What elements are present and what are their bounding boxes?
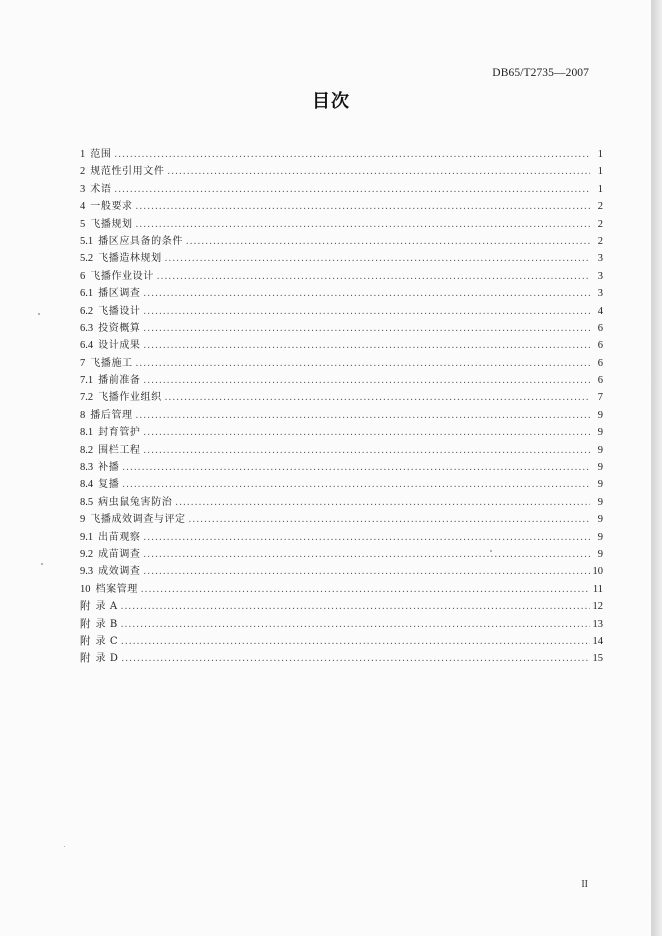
toc-entry-number: 7 xyxy=(80,357,86,369)
toc-entry[interactable] xyxy=(80,285,603,302)
toc-entry[interactable] xyxy=(80,163,603,180)
toc-entry-title: 补播 xyxy=(98,462,120,474)
toc-entry[interactable] xyxy=(80,337,603,354)
toc-entry-title: 设计成果 xyxy=(98,340,141,352)
toc-dot-leader xyxy=(186,233,590,250)
toc-entry-number: 8.3 xyxy=(80,462,94,474)
toc-dot-leader xyxy=(114,181,590,198)
scan-edge xyxy=(652,0,662,936)
toc-entry[interactable] xyxy=(80,616,603,633)
toc-dot-leader xyxy=(136,198,590,215)
toc-entry-title: 成效调查 xyxy=(98,566,141,578)
toc-entry-title: 病虫鼠兔害防治 xyxy=(98,496,173,508)
toc-entry-title: 录 C xyxy=(95,635,119,647)
toc-entry-title: 录 A xyxy=(95,601,118,613)
toc-entry-number: 2 xyxy=(80,166,86,178)
toc-entry[interactable] xyxy=(80,233,603,250)
toc-entry-title: 飞播成效调查与评定 xyxy=(90,514,186,526)
toc-entry-number: 附 xyxy=(80,618,91,630)
toc-dot-leader xyxy=(144,372,590,389)
toc-entry-page: 12 xyxy=(592,601,603,613)
toc-entry-page: 3 xyxy=(597,253,603,265)
toc-entry[interactable] xyxy=(80,529,603,546)
toc-entry-page: 13 xyxy=(592,618,603,630)
toc-entry-page: 9 xyxy=(597,514,603,526)
table-of-contents xyxy=(80,146,603,668)
toc-entry-title: 播区应具备的条件 xyxy=(98,235,183,247)
toc-dot-leader xyxy=(114,146,590,163)
toc-entry-page: 10 xyxy=(592,566,603,578)
scan-speck xyxy=(490,550,492,552)
toc-dot-leader xyxy=(121,598,590,615)
toc-entry-title: 规范性引用文件 xyxy=(90,166,165,178)
toc-entry-page: 2 xyxy=(597,218,603,230)
toc-entry-page: 9 xyxy=(597,444,603,456)
toc-entry-number: 8.5 xyxy=(80,496,94,508)
toc-entry-number: 9.2 xyxy=(80,548,94,560)
toc-dot-leader xyxy=(121,616,590,633)
toc-entry-title: 档案管理 xyxy=(95,583,138,595)
toc-dot-leader xyxy=(122,459,590,476)
toc-entry-number: 5.2 xyxy=(80,253,94,265)
toc-entry-number: 附 xyxy=(80,635,91,647)
toc-entry-title: 一般要求 xyxy=(90,201,133,213)
toc-entry[interactable] xyxy=(80,598,603,615)
toc-entry-page: 2 xyxy=(597,235,603,247)
toc-entry-number: 9.3 xyxy=(80,566,94,578)
toc-entry-number: 8.1 xyxy=(80,427,94,439)
toc-entry[interactable] xyxy=(80,494,603,511)
toc-dot-leader xyxy=(122,650,590,667)
toc-entry-page: 1 xyxy=(597,183,603,195)
toc-dot-leader xyxy=(122,476,590,493)
toc-dot-leader xyxy=(136,355,590,372)
toc-entry-page: 6 xyxy=(597,340,603,352)
toc-entry-number: 5.1 xyxy=(80,235,94,247)
toc-entry-page: 15 xyxy=(592,653,603,665)
toc-entry-page: 9 xyxy=(597,427,603,439)
toc-entry-number: 附 xyxy=(80,653,91,665)
toc-entry-number: 10 xyxy=(80,583,91,595)
toc-entry[interactable] xyxy=(80,198,603,215)
toc-dot-leader xyxy=(144,546,590,563)
toc-entry-number: 6.1 xyxy=(80,288,94,300)
toc-dot-leader xyxy=(165,389,590,406)
toc-entry[interactable] xyxy=(80,181,603,198)
toc-dot-leader xyxy=(144,320,590,337)
toc-entry-page: 9 xyxy=(597,479,603,491)
toc-dot-leader xyxy=(141,581,590,598)
toc-entry-page: 1 xyxy=(597,149,603,160)
toc-entry-page: 2 xyxy=(597,201,603,213)
toc-dot-leader xyxy=(144,424,590,441)
toc-entry[interactable] xyxy=(80,546,603,563)
toc-entry-number: 6.3 xyxy=(80,322,94,334)
toc-entry-number: 8.4 xyxy=(80,479,94,491)
toc-entry-number: 5 xyxy=(80,218,86,230)
toc-entry-page: 14 xyxy=(592,635,603,647)
toc-entry-title: 术语 xyxy=(90,183,112,195)
toc-entry[interactable] xyxy=(80,581,603,598)
toc-entry-title: 围栏工程 xyxy=(98,444,141,456)
toc-entry[interactable] xyxy=(80,633,603,650)
toc-entry-page: 6 xyxy=(597,357,603,369)
toc-entry-page: 6 xyxy=(597,322,603,334)
toc-entry-number: 9.1 xyxy=(80,531,94,543)
toc-entry[interactable] xyxy=(80,216,603,233)
toc-dot-leader xyxy=(144,529,590,546)
toc-dot-leader xyxy=(144,442,590,459)
toc-entry-page: 9 xyxy=(597,462,603,474)
toc-entry-title: 复播 xyxy=(98,479,120,491)
toc-entry-number: 1 xyxy=(80,149,86,160)
toc-entry-title: 范围 xyxy=(90,149,112,160)
toc-entry-title: 出苗观察 xyxy=(98,531,141,543)
toc-entry-title: 封育管护 xyxy=(98,427,141,439)
toc-entry-page: 9 xyxy=(597,548,603,560)
toc-entry-title: 飞播作业设计 xyxy=(90,270,154,282)
scan-speck xyxy=(64,846,65,847)
toc-dot-leader xyxy=(144,563,590,580)
toc-entry-page: 3 xyxy=(597,288,603,300)
toc-entry-title: 录 B xyxy=(95,618,118,630)
scan-speck xyxy=(38,313,40,315)
toc-entry-page: 6 xyxy=(597,375,603,387)
toc-entry-title: 录 D xyxy=(95,653,119,665)
toc-entry-number: 6.2 xyxy=(80,305,94,317)
toc-entry-title: 播后管理 xyxy=(90,409,133,421)
toc-entry[interactable] xyxy=(80,372,603,389)
toc-entry-page: 11 xyxy=(592,583,603,595)
toc-entry[interactable] xyxy=(80,442,603,459)
toc-entry[interactable] xyxy=(80,303,603,320)
toc-entry[interactable] xyxy=(80,355,603,372)
toc-entry-page: 9 xyxy=(597,496,603,508)
toc-dot-leader xyxy=(144,303,590,320)
toc-entry-page: 9 xyxy=(597,409,603,421)
toc-entry-page: 4 xyxy=(597,305,603,317)
toc-entry-number: 附 xyxy=(80,601,91,613)
toc-entry[interactable] xyxy=(80,268,603,285)
toc-entry[interactable] xyxy=(80,407,603,424)
toc-entry-number: 4 xyxy=(80,201,86,213)
toc-dot-leader xyxy=(144,285,590,302)
toc-entry-number: 8.2 xyxy=(80,444,94,456)
toc-entry-title: 成苗调查 xyxy=(98,548,141,560)
toc-entry-title: 飞播造林规划 xyxy=(98,253,162,265)
toc-entry[interactable] xyxy=(80,563,603,580)
toc-dot-leader xyxy=(136,407,590,424)
toc-entry-page: 1 xyxy=(597,166,603,178)
toc-entry-number: 6 xyxy=(80,270,86,282)
toc-entry[interactable] xyxy=(80,650,603,667)
toc-entry-number: 3 xyxy=(80,183,86,195)
toc-entry[interactable] xyxy=(80,146,603,163)
toc-entry[interactable] xyxy=(80,424,603,441)
toc-dot-leader xyxy=(167,163,590,180)
toc-dot-leader xyxy=(175,494,590,511)
toc-entry-number: 7.1 xyxy=(80,375,94,387)
toc-entry[interactable] xyxy=(80,250,603,267)
toc-entry-number: 6.4 xyxy=(80,340,94,352)
toc-entry-title: 投资概算 xyxy=(98,322,141,334)
toc-entry-title: 飞播规划 xyxy=(90,218,133,230)
toc-entry-number: 9 xyxy=(80,514,86,526)
toc-entry[interactable] xyxy=(80,511,603,528)
toc-dot-leader xyxy=(157,268,590,285)
toc-dot-leader xyxy=(121,633,589,650)
page-number: II xyxy=(581,879,588,890)
toc-entry-number: 8 xyxy=(80,409,86,421)
toc-entry-number: 7.2 xyxy=(80,392,94,404)
toc-entry[interactable] xyxy=(80,389,603,406)
toc-entry-title: 播区调查 xyxy=(98,288,141,300)
page-title: 目次 xyxy=(312,91,350,112)
toc-entry[interactable] xyxy=(80,320,603,337)
toc-entry-title: 飞播施工 xyxy=(90,357,133,369)
toc-dot-leader xyxy=(136,216,590,233)
toc-entry-title: 飞播作业组织 xyxy=(98,392,162,404)
toc-entry-page: 9 xyxy=(597,531,603,543)
document-standard-number: DB65/T2735—2007 xyxy=(492,67,589,79)
toc-entry-title: 飞播设计 xyxy=(98,305,141,317)
toc-entry-page: 7 xyxy=(597,392,603,404)
toc-dot-leader xyxy=(144,337,590,354)
scan-speck xyxy=(41,563,43,565)
toc-entry[interactable] xyxy=(80,476,603,493)
toc-entry-title: 播前准备 xyxy=(98,375,141,387)
toc-entry[interactable] xyxy=(80,459,603,476)
toc-entry-page: 3 xyxy=(597,270,603,282)
toc-dot-leader xyxy=(165,250,590,267)
toc-dot-leader xyxy=(189,511,590,528)
